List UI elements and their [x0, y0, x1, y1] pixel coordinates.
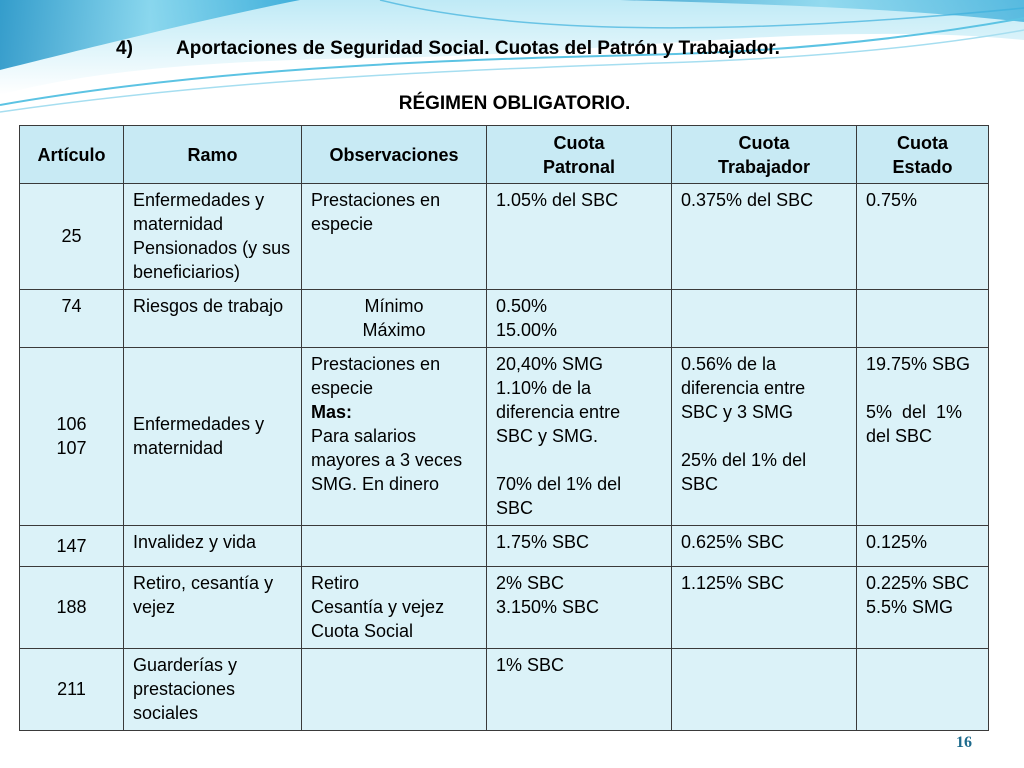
cell-cuota-trabajador: 0.625% SBC — [672, 526, 857, 567]
cell-line: Mínimo — [364, 296, 424, 316]
cell-observaciones — [302, 526, 487, 567]
header-text: Cuota — [738, 132, 790, 153]
header-cuota-patronal — [487, 126, 672, 184]
header-text: Trabajador — [717, 156, 811, 177]
cell-line: 25% del 1% del SBC — [681, 450, 807, 494]
contributions-table — [19, 125, 989, 731]
cell-cuota-trabajador — [672, 649, 857, 731]
header-ramo: Ramo — [124, 126, 302, 184]
header-text: Patronal — [542, 156, 616, 177]
cell-line: Retiro — [311, 573, 360, 593]
table-row — [20, 348, 989, 526]
cell-cuota-estado — [857, 567, 989, 649]
cell-cuota-patronal — [487, 567, 672, 649]
cell-line: Máximo — [362, 320, 426, 340]
table-row — [20, 526, 989, 567]
cell-line: 0.56% de la diferencia entre SBC y 3 SMG — [681, 354, 806, 422]
cell-articulo: 25 — [20, 184, 124, 290]
cell-cuota-trabajador: 1.125% SBC — [672, 567, 857, 649]
cell-line: 19.75% SBG — [866, 354, 971, 374]
cell-cuota-patronal: 1.75% SBC — [487, 526, 672, 567]
cell-observaciones — [302, 290, 487, 348]
slide-title-number: 4) — [116, 38, 133, 59]
cell-ramo: Enfermedades y maternidad Pensionados (y sus beneficiarios) — [124, 184, 302, 290]
cell-ramo: Retiro, cesantía y vejez — [124, 567, 302, 649]
cell-observaciones — [302, 348, 487, 526]
table-row — [20, 567, 989, 649]
cell-ramo: Invalidez y vida — [124, 526, 302, 567]
slide-title — [116, 38, 916, 60]
cell-line: 0.50% — [496, 296, 548, 316]
cell-line: Prestaciones en especie — [311, 354, 441, 398]
header-observaciones: Observaciones — [302, 126, 487, 184]
cell-cuota-trabajador — [672, 290, 857, 348]
table-row — [20, 290, 989, 348]
cell-articulo: 211 — [20, 649, 124, 731]
header-cuota-estado — [857, 126, 989, 184]
cell-line: 1.10% de la diferencia entre SBC y SMG. — [496, 378, 621, 446]
cell-cuota-estado: 0.125% — [857, 526, 989, 567]
cell-spacer — [866, 376, 979, 400]
cell-ramo: Enfermedades y maternidad — [124, 348, 302, 526]
cell-line: Cesantía y vejez — [311, 597, 445, 617]
cell-line: 2% SBC — [496, 573, 565, 593]
slide-subtitle — [0, 93, 1024, 115]
cell-line: Cuota Social — [311, 621, 414, 641]
cell-cuota-patronal: 1% SBC — [487, 649, 672, 731]
cell-line: Para salarios mayores a 3 veces SMG. En dinero — [311, 426, 463, 494]
cell-observaciones: Prestaciones en especie — [302, 184, 487, 290]
cell-line: 106 — [56, 414, 87, 434]
cell-line: 20,40% SMG — [496, 354, 604, 374]
header-cuota-trabajador — [672, 126, 857, 184]
cell-cuota-estado — [857, 649, 989, 731]
cell-observaciones — [302, 567, 487, 649]
page-number: 16 — [956, 734, 972, 751]
cell-cuota-trabajador — [672, 348, 857, 526]
header-text: Estado — [892, 156, 953, 177]
slide-subtitle-text: RÉGIMEN OBLIGATORIO. — [398, 93, 631, 114]
cell-articulo: 74 — [20, 290, 124, 348]
header-articulo: Artículo — [20, 126, 124, 184]
cell-observaciones — [302, 649, 487, 731]
cell-ramo: Riesgos de trabajo — [124, 290, 302, 348]
cell-cuota-patronal — [487, 290, 672, 348]
cell-articulo: 147 — [20, 526, 124, 567]
cell-articulo: 188 — [20, 567, 124, 649]
cell-ramo: Guarderías y prestaciones sociales — [124, 649, 302, 731]
cell-line: 107 — [56, 438, 87, 458]
cell-spacer — [496, 448, 662, 472]
cell-line: 3.150% SBC — [496, 597, 600, 617]
slide-title-text: Aportaciones de Seguridad Social. Cuotas del Patrón y Trabajador. — [176, 38, 780, 59]
cell-cuota-estado: 0.75% — [857, 184, 989, 290]
cell-line: 0.225% SBC — [866, 573, 970, 593]
header-text: Cuota — [553, 132, 605, 153]
cell-articulo — [20, 348, 124, 526]
table-row — [20, 649, 989, 731]
table-header-row — [20, 126, 989, 184]
cell-cuota-patronal — [487, 348, 672, 526]
header-text: Cuota — [897, 132, 948, 153]
cell-cuota-trabajador: 0.375% del SBC — [672, 184, 857, 290]
table-row — [20, 184, 989, 290]
cell-cuota-estado — [857, 290, 989, 348]
cell-cuota-patronal: 1.05% del SBC — [487, 184, 672, 290]
cell-line: 15.00% — [496, 320, 558, 340]
cell-line: Mas: — [311, 402, 353, 422]
cell-line: 5.5% SMG — [866, 597, 954, 617]
cell-spacer — [681, 424, 847, 448]
cell-line: 5% del 1% del SBC — [866, 402, 968, 446]
cell-cuota-estado — [857, 348, 989, 526]
cell-line: 70% del 1% del SBC — [496, 474, 622, 518]
